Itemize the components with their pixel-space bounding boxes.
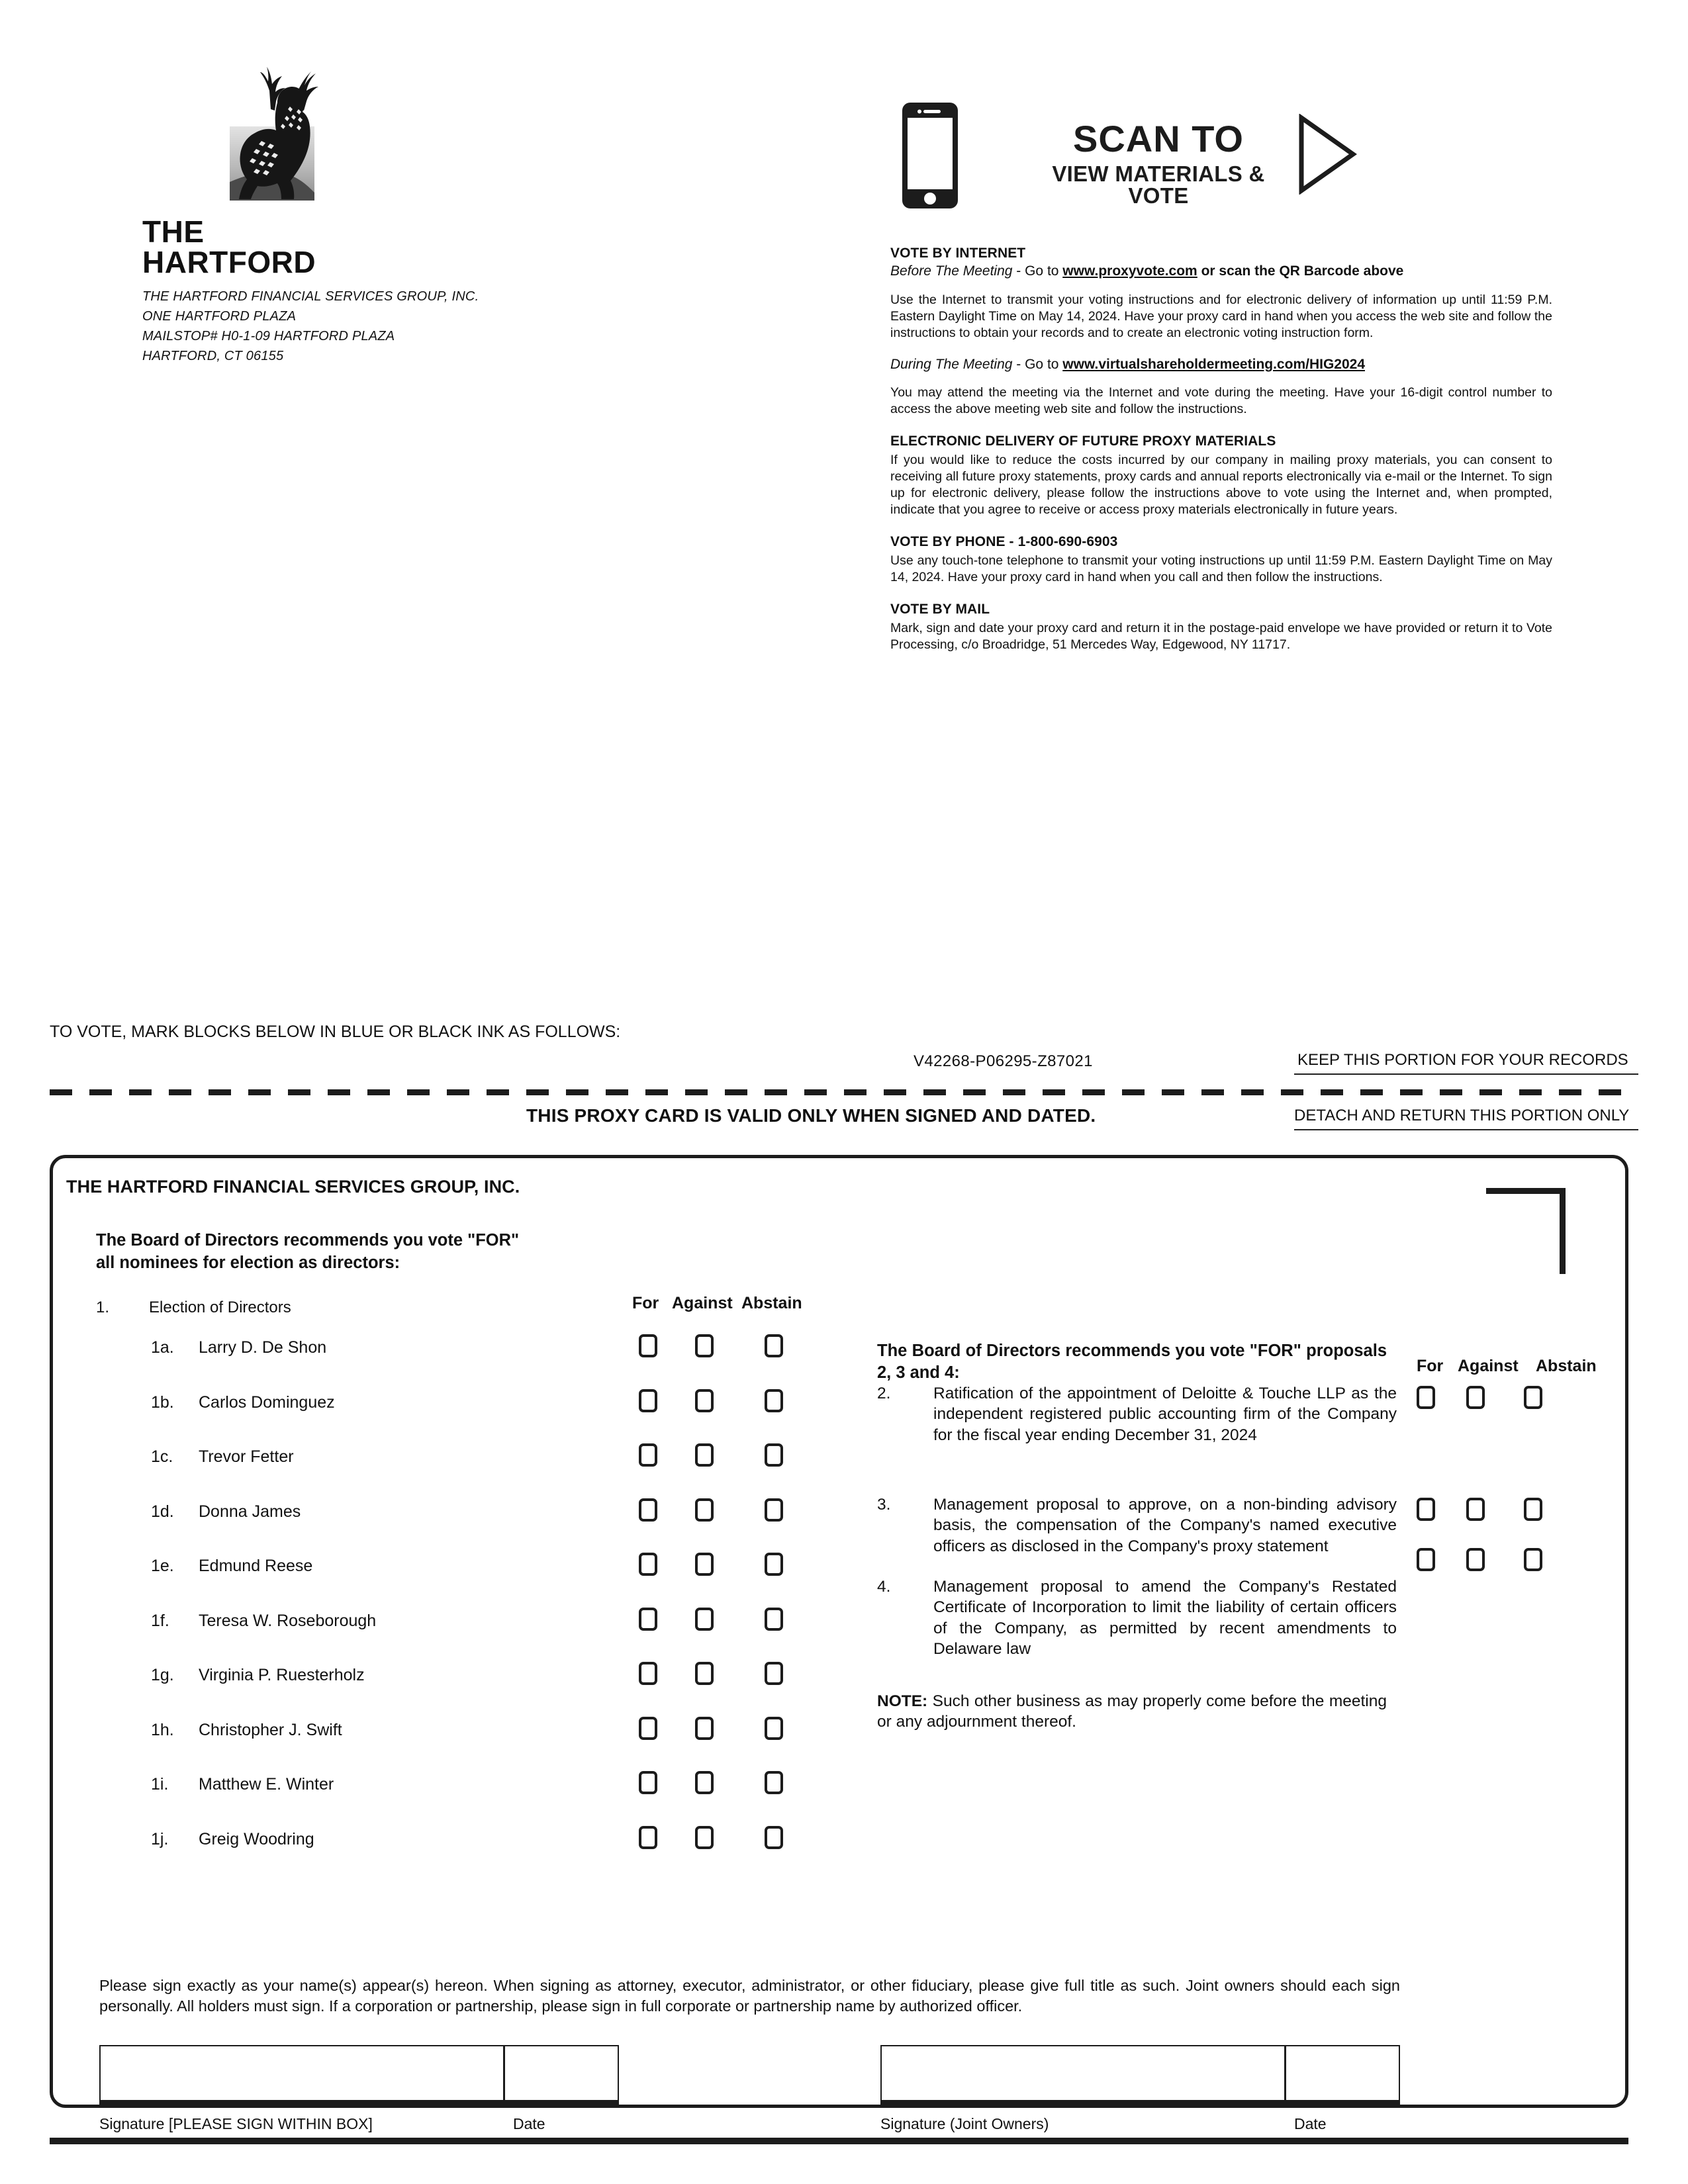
director-name: Edmund Reese: [199, 1557, 313, 1575]
vote-for-checkbox[interactable]: [639, 1662, 657, 1685]
before-the-meeting-line: [890, 263, 1552, 281]
control-number: V42268-P06295-Z87021: [914, 1052, 1093, 1070]
vote-against-checkbox[interactable]: [695, 1662, 714, 1685]
vote-against-checkbox[interactable]: [695, 1389, 714, 1412]
vote-against-checkbox[interactable]: [695, 1498, 714, 1522]
vote-against-checkbox[interactable]: [695, 1771, 714, 1794]
vote-for-checkbox[interactable]: [639, 1717, 657, 1740]
before-meeting-separator: - Go to: [1012, 263, 1063, 279]
signature-instructions: Please sign exactly as your name(s) appear(s) hereon. When signing as attorney, executor, administrator, or other fiduciary, please give full title as such. Joint owners should each sign personally. All holders must sign. If a corporation or partnership, please sign in full corporate or partnership name by authorized officer.: [99, 1977, 1400, 2015]
vote-for-checkbox[interactable]: [1417, 1386, 1435, 1409]
virtual-meeting-link[interactable]: www.virtualshareholdermeeting.com/HIG2024: [1062, 356, 1365, 372]
column-header-for-left: For: [632, 1294, 659, 1312]
date-label-joint: Date: [1294, 2115, 1327, 2132]
column-header-abstain-left: Abstain: [741, 1294, 802, 1312]
vote-abstain-checkbox[interactable]: [765, 1771, 783, 1794]
director-number: 1h.: [151, 1720, 174, 1739]
board-recommendation-proposals: The Board of Directors recommends you vote "FOR" proposals 2, 3 and 4:: [877, 1342, 1387, 1383]
date-label-primary: Date: [513, 2115, 545, 2132]
signature-date-divider-primary: [503, 2045, 505, 2104]
director-number: 1c.: [151, 1447, 173, 1466]
vote-for-checkbox[interactable]: [639, 1334, 657, 1357]
play-triangle-icon: [1297, 114, 1357, 195]
corner-alignment-mark: [1486, 1188, 1566, 1274]
vote-against-checkbox[interactable]: [695, 1608, 714, 1631]
signature-box-joint[interactable]: [880, 2045, 1400, 2106]
vote-for-checkbox[interactable]: [639, 1826, 657, 1849]
vote-abstain-checkbox[interactable]: [765, 1334, 783, 1357]
column-header-against-right: Against: [1458, 1357, 1519, 1375]
note-label: NOTE:: [877, 1692, 928, 1710]
smartphone-icon: [890, 99, 970, 212]
board-recommendation-line-1: The Board of Directors recommends you vote "FOR": [96, 1231, 520, 1250]
director-name: Donna James: [199, 1502, 301, 1521]
column-header-against-left: Against: [672, 1294, 733, 1312]
vote-by-mail-heading: VOTE BY MAIL: [890, 601, 990, 617]
before-the-meeting-label: Before The Meeting: [890, 263, 1013, 279]
signature-box-primary[interactable]: [99, 2045, 619, 2106]
detach-portion-underline: [1294, 1129, 1638, 1130]
director-number: 1e.: [151, 1557, 174, 1575]
column-header-abstain-right: Abstain: [1536, 1357, 1597, 1375]
director-name: Matthew E. Winter: [199, 1775, 334, 1794]
proposal-1-label: Election of Directors: [149, 1298, 291, 1316]
scan-to-vote-banner: [890, 99, 1354, 212]
vote-against-checkbox[interactable]: [695, 1334, 714, 1357]
vote-for-checkbox[interactable]: [639, 1498, 657, 1522]
vote-abstain-checkbox[interactable]: [1524, 1386, 1542, 1409]
card-company-name: THE HARTFORD FINANCIAL SERVICES GROUP, INC.: [66, 1177, 520, 1197]
proposal-text: Management proposal to approve, on a non-binding advisory basis, the compensation of the Company's named executive officers as disclosed in the Company's proxy statement: [933, 1496, 1397, 1555]
to-vote-instruction: TO VOTE, MARK BLOCKS BELOW IN BLUE OR BLACK INK AS FOLLOWS:: [50, 1023, 621, 1041]
director-name: Larry D. De Shon: [199, 1338, 327, 1357]
proposal-row: [877, 1576, 1400, 1682]
during-the-meeting-line: [890, 356, 1552, 374]
director-number: 1g.: [151, 1666, 174, 1684]
director-name: Trevor Fetter: [199, 1447, 294, 1466]
detach-dashed-line: [50, 1089, 1638, 1095]
vote-by-internet-heading: VOTE BY INTERNET: [890, 246, 1026, 261]
director-name: Christopher J. Swift: [199, 1720, 342, 1739]
proposal-number: 4.: [877, 1578, 891, 1596]
address-line-2: MAILSTOP# H0-1-09 HARTFORD PLAZA: [142, 329, 395, 343]
director-number: 1d.: [151, 1502, 174, 1521]
during-meeting-separator: - Go to: [1012, 356, 1063, 372]
scan-subtitle: VIEW MATERIALS & VOTE: [1052, 161, 1265, 208]
vote-against-checkbox[interactable]: [695, 1443, 714, 1467]
director-name: Greig Woodring: [199, 1829, 314, 1848]
proposal-1-number: 1.: [96, 1298, 110, 1316]
company-logo-block: [142, 63, 487, 366]
vote-abstain-checkbox[interactable]: [1524, 1548, 1542, 1571]
vote-for-checkbox[interactable]: [1417, 1548, 1435, 1571]
vote-for-checkbox[interactable]: [1417, 1498, 1435, 1521]
logo-wordmark-the: THE: [142, 214, 205, 249]
vote-for-checkbox[interactable]: [639, 1771, 657, 1794]
keep-portion-label: KEEP THIS PORTION FOR YOUR RECORDS: [1297, 1051, 1628, 1069]
vote-for-checkbox[interactable]: [639, 1608, 657, 1631]
proposal-text: Ratification of the appointment of Deloitte & Touche LLP as the independent registered public accounting firm of the Company for the fiscal year ending December 31, 2024: [933, 1385, 1397, 1444]
keep-portion-underline: [1294, 1073, 1638, 1075]
vote-against-checkbox[interactable]: [695, 1717, 714, 1740]
vote-for-checkbox[interactable]: [639, 1389, 657, 1412]
during-the-meeting-label: During The Meeting: [890, 356, 1013, 372]
proposal-number: 2.: [877, 1385, 891, 1402]
mail-instructions-paragraph: Mark, sign and date your proxy card and return it in the postage-paid envelope we have provided or return it to Vote Processing, c/o Broadridge, 51 Mercedes Way, Edgewood, NY 11717.: [890, 620, 1552, 652]
address-line-1: ONE HARTFORD PLAZA: [142, 309, 297, 324]
detach-portion-label: DETACH AND RETURN THIS PORTION ONLY: [1294, 1107, 1630, 1124]
scan-to-text: [1026, 120, 1291, 206]
proxy-card-validity-notice: THIS PROXY CARD IS VALID ONLY WHEN SIGNED AND DATED.: [526, 1105, 1096, 1126]
director-name: Virginia P. Ruesterholz: [199, 1666, 365, 1684]
signature-date-divider-joint: [1284, 2045, 1286, 2104]
director-number: 1a.: [151, 1338, 174, 1357]
director-number: 1j.: [151, 1829, 169, 1848]
vote-abstain-checkbox[interactable]: [765, 1717, 783, 1740]
phone-instructions-paragraph: Use any touch-tone telephone to transmit your voting instructions up until 11:59 P.M. Eastern Daylight Time on May 14, 2024. Have your proxy card in hand when you call and then follow the instructions.: [890, 553, 1552, 584]
company-legal-name: THE HARTFORD FINANCIAL SERVICES GROUP, INC.: [142, 289, 479, 304]
logo-wordmark-hartford: HARTFORD: [142, 245, 316, 279]
proposal-row: [877, 1383, 1400, 1489]
vote-abstain-checkbox[interactable]: [765, 1662, 783, 1685]
board-recommendation-directors: [96, 1230, 573, 1275]
card-bottom-bar: [50, 2138, 1628, 2144]
vote-abstain-checkbox[interactable]: [765, 1498, 783, 1522]
vote-abstain-checkbox[interactable]: [1524, 1498, 1542, 1521]
note-block: [877, 1691, 1387, 1733]
director-number: 1i.: [151, 1775, 169, 1794]
vote-against-checkbox[interactable]: [1466, 1498, 1485, 1521]
scan-title: SCAN TO: [1073, 118, 1244, 159]
board-recommendation-line-2: all nominees for election as directors:: [96, 1253, 400, 1272]
signature-label-primary: Signature [PLEASE SIGN WITHIN BOX]: [99, 2115, 373, 2132]
internet-instructions-paragraph: Use the Internet to transmit your voting instructions and for electronic delivery of information up until 11:59 P.M. Eastern Daylight Time on May 14, 2024. Have your proxy card in hand when you access the web site and follow the instructions to obtain your records and to create an electronic voting instruction form.: [890, 292, 1552, 340]
vote-for-checkbox[interactable]: [639, 1553, 657, 1576]
vote-abstain-checkbox[interactable]: [765, 1826, 783, 1849]
before-meeting-tail: or scan the QR Barcode above: [1197, 263, 1404, 279]
proposal-number: 3.: [877, 1496, 891, 1514]
vote-against-checkbox[interactable]: [1466, 1386, 1485, 1409]
proxyvote-link[interactable]: www.proxyvote.com: [1062, 263, 1197, 279]
vote-for-checkbox[interactable]: [639, 1443, 657, 1467]
vote-against-checkbox[interactable]: [1466, 1548, 1485, 1571]
address-line-3: HARTFORD, CT 06155: [142, 349, 284, 363]
director-number: 1f.: [151, 1611, 169, 1630]
column-header-for-right: For: [1417, 1357, 1444, 1375]
director-name: Carlos Dominguez: [199, 1392, 335, 1412]
vote-against-checkbox[interactable]: [695, 1553, 714, 1576]
signature-label-joint: Signature (Joint Owners): [880, 2115, 1049, 2132]
company-address: [142, 287, 487, 366]
hartford-stag-logo-icon: [182, 63, 348, 215]
vote-abstain-checkbox[interactable]: [765, 1553, 783, 1576]
during-meeting-paragraph: You may attend the meeting via the Internet and vote during the meeting. Have your 16-digit control number to access the above meeting web site and follow the instructions.: [890, 385, 1552, 417]
vote-abstain-checkbox[interactable]: [765, 1443, 783, 1467]
logo-wordmark: [142, 216, 487, 277]
electronic-delivery-paragraph: If you would like to reduce the costs incurred by our company in mailing proxy materials, you can consent to receiving all future proxy statements, proxy cards and annual reports electronically via e-mail or the Internet. To sign up for electronic delivery, please follow the instructions above to vote using the Internet and, when prompted, indicate that you agree to receive or access proxy materials electronically in future years.: [890, 453, 1552, 518]
voting-instructions: [890, 245, 1552, 653]
vote-against-checkbox[interactable]: [695, 1826, 714, 1849]
vote-abstain-checkbox[interactable]: [765, 1608, 783, 1631]
electronic-delivery-heading: ELECTRONIC DELIVERY OF FUTURE PROXY MATERIALS: [890, 433, 1276, 449]
vote-abstain-checkbox[interactable]: [765, 1389, 783, 1412]
note-text: Such other business as may properly come before the meeting or any adjournment thereof.: [877, 1692, 1387, 1731]
director-name: Teresa W. Roseborough: [199, 1611, 377, 1630]
vote-by-phone-heading: VOTE BY PHONE - 1-800-690-6903: [890, 534, 1118, 550]
proposal-text: Management proposal to amend the Company's Restated Certificate of Incorporation to limit the liability of certain officers of the Company, as permitted by recent amendments to Delaware law: [933, 1578, 1397, 1659]
director-number: 1b.: [151, 1392, 174, 1412]
